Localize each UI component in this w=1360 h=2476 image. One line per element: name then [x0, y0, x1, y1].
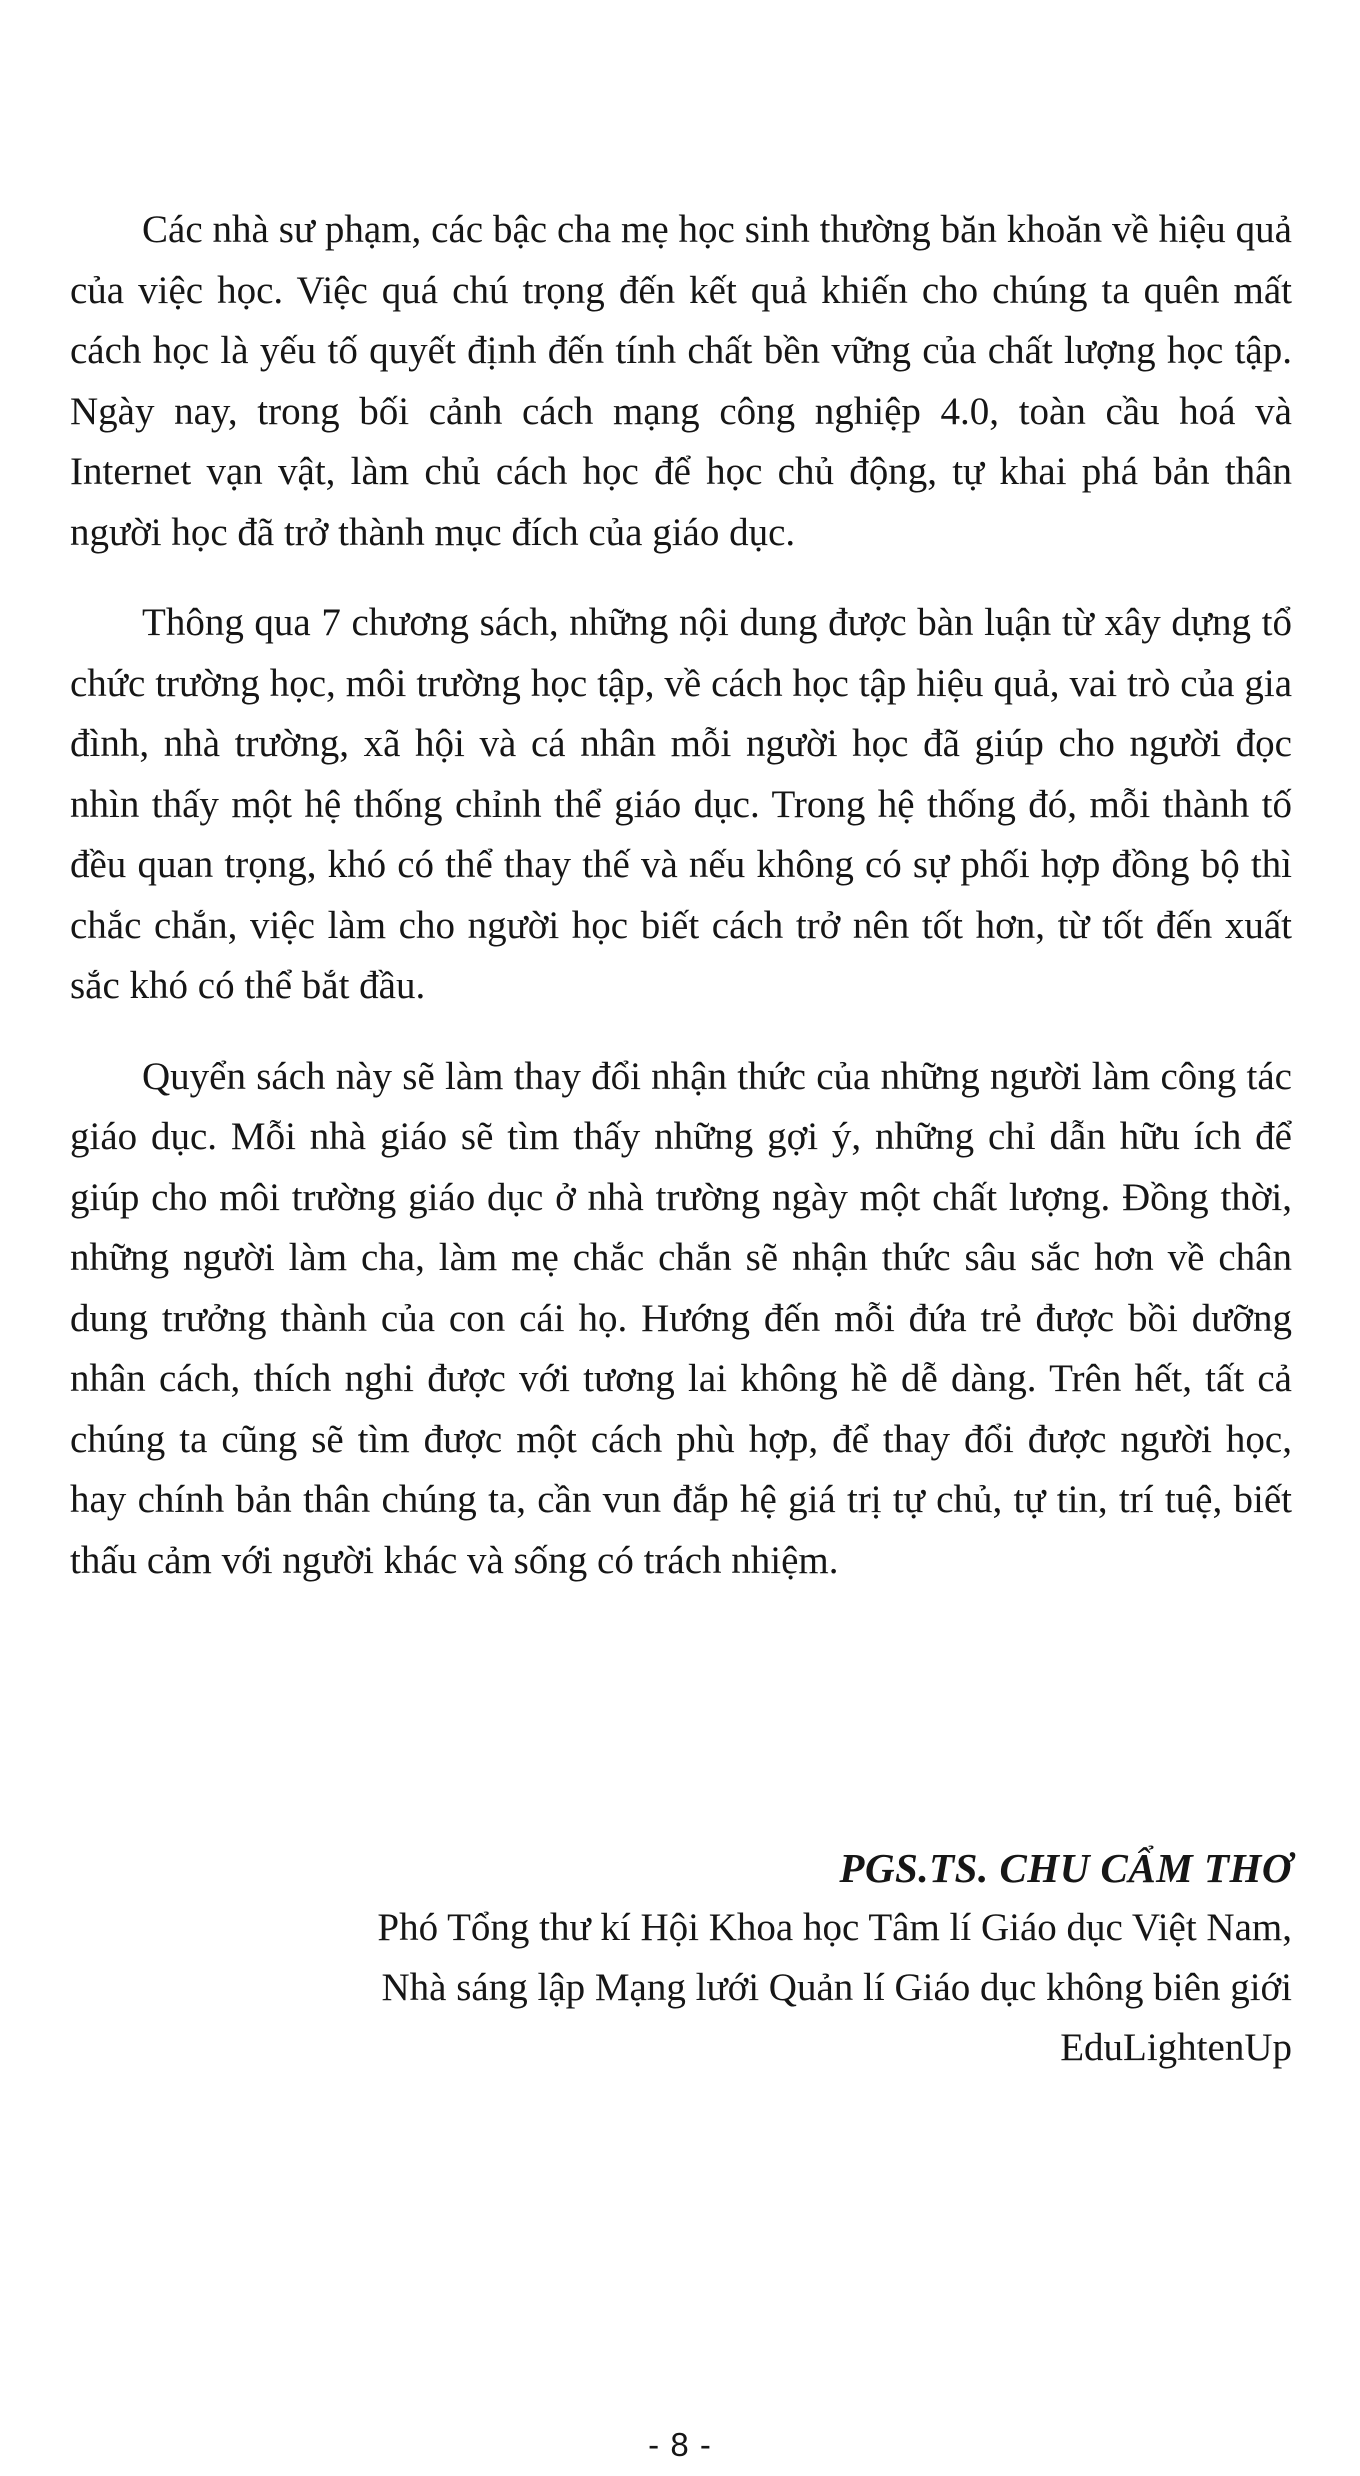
- paragraph-3: Quyển sách này sẽ làm thay đổi nhận thức của những người làm công tác giáo dục. Mỗi nhà giáo sẽ tìm thấy những gợi ý, những chỉ dẫn hữu ích để giúp cho môi trường giáo dục ở nhà trường ngày một chất lượng. Đồng thời, những người làm cha, làm mẹ chắc chắn sẽ nhận thức sâu sắc hơn về chân dung trưởng thành của con cái họ. Hướng đến mỗi đứa trẻ được bồi dưỡng nhân cách, thích nghi được với tương lai không hề dễ dàng. Trên hết, tất cả chúng ta cũng sẽ tìm được một cách phù hợp, để thay đổi được người học, hay chính bản thân chúng ta, cần vun đắp hệ giá trị tự chủ, tự tin, trí tuệ, biết thấu cảm với người khác và sống có trách nhiệm.: [70, 1054, 1292, 1582]
- author-name: PGS.TS. CHU CẨM THƠ: [839, 1845, 1292, 1891]
- body-text: [70, 200, 1292, 1621]
- author-organization: EduLightenUp: [1060, 2026, 1292, 2069]
- paragraph-1: Các nhà sư phạm, các bậc cha mẹ học sinh thường băn khoăn về hiệu quả của việc học. Việc quá chú trọng đến kết quả khiến cho chúng ta quên mất cách học là yếu tố quyết định đến tính chất bền vững của chất lượng học tập. Ngày nay, trong bối cảnh cách mạng công nghiệp 4.0, toàn cầu hoá và Internet vạn vật, làm chủ cách học để học chủ động, tự khai phá bản thân người học đã trở thành mục đích của giáo dục.: [70, 208, 1292, 554]
- page-number: - 8 -: [648, 2426, 712, 2463]
- author-title-2: Nhà sáng lập Mạng lưới Quản lí Giáo dục không biên giới: [381, 1966, 1292, 2009]
- signature-block: [92, 1838, 1292, 2078]
- paragraph-2: Thông qua 7 chương sách, những nội dung được bàn luận từ xây dựng tổ chức trường học, môi trường học tập, về cách học tập hiệu quả, vai trò của gia đình, nhà trường, xã hội và cá nhân mỗi người học đã giúp cho người đọc nhìn thấy một hệ thống chỉnh thể giáo dục. Trong hệ thống đó, mỗi thành tố đều quan trọng, khó có thể thay thế và nếu không có sự phối hợp đồng bộ thì chắc chắn, việc làm cho người học biết cách trở nên tốt hơn, từ tốt đến xuất sắc khó có thể bắt đầu.: [70, 601, 1292, 1007]
- author-title-1: Phó Tổng thư kí Hội Khoa học Tâm lí Giáo dục Việt Nam,: [377, 1906, 1292, 1949]
